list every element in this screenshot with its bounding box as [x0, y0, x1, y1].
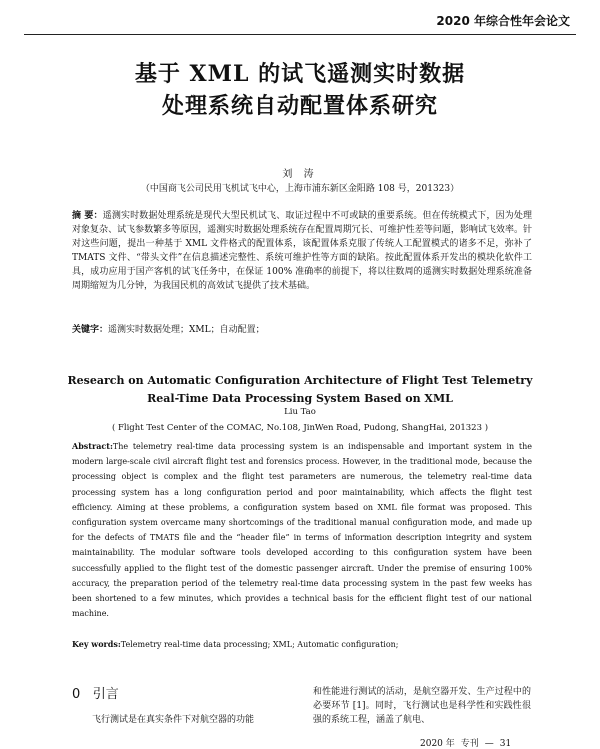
abstract-en-label: Abstract:: [72, 441, 113, 451]
header-rule: [24, 34, 576, 35]
keywords-en-text: Telemetry real-time data processing; XML; Automatic configuration;: [120, 640, 399, 649]
body-text-left: 飞行测试是在真实条件下对航空器的功能: [92, 715, 255, 725]
keywords-cn-label: 关键字：: [72, 325, 109, 335]
title-cn-line2: 处理系统自动配置体系研究: [161, 93, 438, 119]
keywords-cn-text: 遥测实时数据处理；XML；自动配置；: [108, 325, 265, 335]
author-cn: 刘 涛: [282, 169, 318, 180]
title-en-line2: Real-Time Data Processing System Based on XML: [147, 392, 453, 405]
page-footer: [420, 736, 570, 749]
title-en-line1: Research on Automatic Configuration Architecture of Flight Test Telemetry: [67, 374, 533, 387]
body-text-right: 和性能进行测试的活动，是航空器开发、生产过程中的必要环节 [1]。同时，飞行测试也是科学性和实践性很强的系统工程，涵盖了航电、: [313, 687, 531, 725]
affiliation-en: ( Flight Test Center of the COMAC, No.108, JinWen Road, Pudong, ShangHai, 201323 ): [111, 423, 489, 433]
keywords-en-label: Key words:: [72, 639, 121, 649]
abstract-en: [72, 439, 532, 621]
section-number: 0: [72, 687, 81, 702]
keywords-en: [72, 637, 532, 652]
abstract-cn-label: 摘 要：: [72, 211, 103, 221]
footer-issue: 专刊: [460, 739, 479, 749]
abstract-cn-text: 遥测实时数据处理系统是现代大型民机试飞、取证过程中不可或缺的重要系统。但在传统模式下，因为处理对象复杂、试飞参数繁多等原因，遥测实时数据处理系统存在配置周期冗长、可维护性差等问题，影响试飞效率。针对这些问题，提出一种基于 XML 文件格式的配置体系，该配置体系克服了传统人工配置模式的诸多不足，弥补了 TMATS 文件、“带头文件”在信息描述完整性、系统可维护性等方面的缺陷。按此配置体系开发出的模块化软件工具，成功应用于国产客机的试飞任务中，在保证 100% 准确率的前提下，将以往数周的遥测实时数据处理系统准备周期缩短为几分钟，为我国民机的高效试飞提供了技术基础。: [72, 211, 532, 291]
section-title: 引言: [92, 687, 119, 702]
journal-header: 2020 年综合性年会论文: [436, 14, 570, 28]
affiliation-cn: （中国商飞公司民用飞机试飞中心，上海市浦东新区金阳路 108 号，201323）: [140, 184, 460, 194]
author-en: Liu Tao: [284, 407, 316, 417]
footer-year: 2020 年: [420, 739, 455, 749]
title-cn-line1: 基于 XML 的试飞遥测实时数据: [134, 61, 466, 87]
footer-page: 31: [499, 739, 512, 749]
abstract-en-text: The telemetry real-time data processing system is an indispensable and important system in the modern large-scale civil aircraft flight test and forensics process. However, in the traditional mode, because the processing object is complex and the flight test parameters are numerous, the telemetry real-time data processing system has a long configuration period and poor maintainability, which affects the flight test efficiency. Aiming at these problems, a configuration system based on XML file format was proposed. This configuration system overcame many shortcomings of the traditional manual configuration mode, and made up for the defects of TMATS file and the “header file” in terms of information description integrity and system maintainability. The modular software tools developed according to this configuration system have been successfully applied to the flight test of the domestic passenger aircraft. Under the premise of ensuring 100% accuracy, the preparation period of the telemetry real-time data processing system in the past few weeks has been shortened to a few minutes, which provides a technical basis for the efficient flight test of our national machine.: [72, 442, 532, 619]
footer-dash: —: [484, 739, 494, 749]
abstract-cn: [72, 209, 532, 293]
keywords-cn: [72, 323, 532, 337]
section-heading: [72, 683, 119, 702]
